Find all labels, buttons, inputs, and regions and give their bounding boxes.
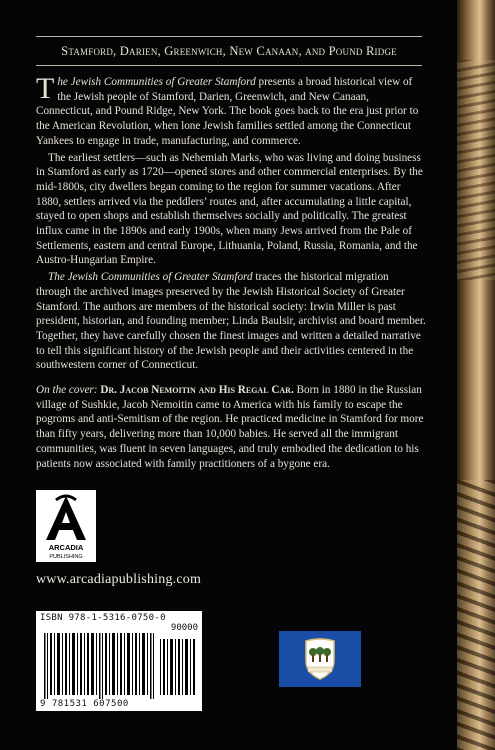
cover-title: Dr. Jacob Nemoitin and His Regal Car.: [100, 384, 294, 397]
paragraph-1: [36, 72, 426, 149]
paragraph-2: The earliest settlers—such as Nehemiah Marks, who was living and doing business in Stamford as early as 1720—opened stores and other commercial enterprises. By the mid-1800s, city dwellers began coming to the region for summer vacations. After 1880, settlers arrived via the peddlers’ routes and, after accumulating a little capital, stayed to open shops and establish themselves socially and politically. The greatest influx came in the 1890s and early 1900s, when many Jews arrived from the Pale of Settlements, eastern and central Europe, Lithuania, Poland, Russia, Romania, and the Austro-Hungarian Empire.: [36, 151, 423, 267]
book-title-italic-2: The Jewish Communities of Greater Stamford: [48, 271, 253, 284]
book-title-italic: he Jewish Communities of Greater Stamford: [57, 76, 256, 88]
arcadia-logo: [36, 490, 96, 562]
description-body: [36, 72, 426, 473]
website-url: www.arcadiapublishing.com: [36, 572, 202, 587]
paragraph-3: [36, 270, 426, 373]
paragraph-3-text: traces the historical migration through the archived images preserved by the Jewish Historical Society of Greater Stamford. The authors are members of the historical society: Irwin Miller is past president, historian, and founding member; Linda Baulsir, archivist and board member. Together, they have carefully chosen the finest images and written a detailed narrative to tell this significant history of the Jewish people and their activities centered in the southwestern corner of Connecticut.: [36, 271, 426, 372]
cover-photo-edge: [457, 0, 495, 750]
logo-name-line1: ARCADIA: [48, 543, 84, 552]
isbn-number: ISBN 978-1-5316-0750-0: [40, 613, 166, 623]
connecticut-state-seal-icon: [300, 637, 340, 681]
arcadia-logo-icon: [36, 490, 96, 562]
cover-caption: [36, 383, 426, 471]
price-code: 90000: [170, 623, 198, 633]
header-title: Stamford, Darien, Greenwich, New Canaan, and Pound Ridge: [61, 43, 397, 58]
drop-cap: T: [36, 72, 55, 105]
connecticut-flag: [279, 631, 361, 687]
logo-name-line2: PUBLISHING: [49, 554, 83, 560]
barcode-number: 9 781531 607500: [40, 699, 129, 709]
barcode-bars: [40, 625, 198, 699]
cover-label: On the cover:: [36, 384, 98, 397]
cover-text: Born in 1880 in the Russian village of Sushkie, Jacob Nemoitin came to America with his family to escape the pogroms and anti-Semitism of the region. He practiced medicine in Stamford for more than fifty years, delivering more than 10,000 babies. He served all the immigrant communities, was fluent in seven languages, and truly embodied the dedication to his patients now associated with family practitioners of a bygone era.: [36, 384, 424, 470]
paragraph-1-text: presents a broad historical view of the Jewish people of Stamford, Darien, Greenwich, and New Canaan, Connecticut, and Pound Ridge, New York. The book goes back to the era just prior to the American Revolution, when lone Jewish families settled among the Connecticut Yankees to engage in trade, manufacturing, and commerce.: [36, 76, 419, 147]
isbn-barcode: [36, 611, 202, 711]
header-rule: [36, 36, 422, 66]
